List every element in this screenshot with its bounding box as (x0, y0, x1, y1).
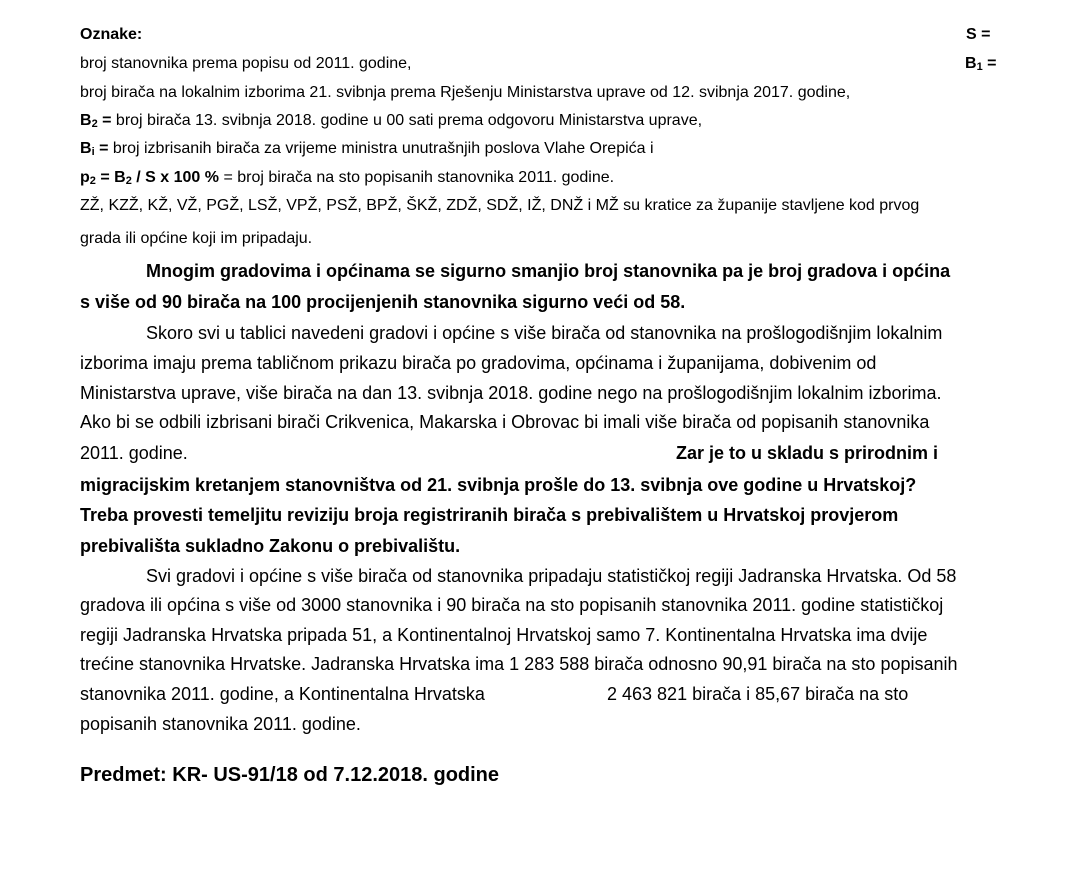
legend-abbreviations-1: ZŽ, KZŽ, KŽ, VŽ, PGŽ, LSŽ, VPŽ, PSŽ, BPŽ, ŠKŽ, ZDŽ, SDŽ, IŽ, DNŽ i MŽ su kratice za županije stavljene kod prvog (80, 197, 920, 214)
legend-abbreviations-2: grada ili općine koji im pripadaju. (80, 230, 313, 247)
paragraph-2-line-7: Treba provesti temeljitu reviziju broja registriranih birača s prebivalištem u Hrvatskoj provjerom (80, 505, 899, 525)
paragraph-2-line-5a: 2011. godine. (80, 443, 188, 463)
paragraph-3-line-2: gradova ili općina s više od 3000 stanovnika i 90 birača na sto popisanih stanovnika 2011. godine statističkoj (80, 595, 944, 615)
b1-label: B1 = (965, 55, 997, 73)
paragraph-3-line-5a: stanovnika 2011. godine, a Kontinentalna Hrvatska (80, 684, 485, 704)
legend-title: Oznake: (80, 26, 143, 43)
legend-population: broj stanovnika prema popisu od 2011. godine, (80, 55, 412, 72)
subject-heading: Predmet: KR- US-91/18 od 7.12.2018. godine (80, 764, 500, 786)
paragraph-2-line-8: prebivališta sukladno Zakonu o prebivalištu. (80, 536, 461, 556)
b2-label: B2 = (80, 112, 112, 130)
paragraph-2-line-3: Ministarstva uprave, više birača na dan 13. svibnja 2018. godine nego na prošlogodišnjim lokalnim izborima. (80, 383, 942, 403)
paragraph-2-line-1: Skoro svi u tablici navedeni gradovi i općine s više birača od stanovnika na prošlogodišnjim lokalnim (146, 323, 943, 343)
legend-b2: B2 = broj birača 13. svibnja 2018. godine u 00 sati prema odgovoru Ministarstva uprave, (80, 112, 703, 130)
paragraph-3-line-3: regiji Jadranska Hrvatska pripada 51, a Kontinentalnoj Hrvatskoj samo 7. Kontinentalna Hrvatska ima dvije (80, 625, 928, 645)
paragraph-2-line-5b: Zar je to u skladu s prirodnim i (676, 443, 939, 463)
paragraph-3-line-1: Svi gradovi i općine s više birača od stanovnika pripadaju statističkoj regiji Jadranska Hrvatska. Od 58 (146, 566, 957, 586)
paragraph-3-line-5b: 2 463 821 birača i 85,67 birača na sto (607, 684, 909, 704)
paragraph-2-line-2: izborima imaju prema tabličnom prikazu birača po gradovima, općinama i županijama, dobivenim od (80, 353, 877, 373)
legend-bi: Bi = broj izbrisanih birača za vrijeme ministra unutrašnjih poslova Vlahe Orepića i (80, 140, 654, 158)
paragraph-2-line-6: migracijskim kretanjem stanovništva od 21. svibnja prošle do 13. svibnja ove godine u Hrvatskoj? (80, 475, 917, 495)
paragraph-1-line-2: s više od 90 birača na 100 procijenjenih stanovnika sigurno veći od 58. (80, 292, 686, 312)
paragraph-1-line-1: Mnogim gradovima i općinama se sigurno smanjio broj stanovnika pa je broj gradova i općina (146, 261, 951, 281)
paragraph-2-line-4: Ako bi se odbili izbrisani birači Crikvenica, Makarska i Obrovac bi imali više birača od popisanih stanovnika (80, 412, 930, 432)
paragraph-3-line-6: popisanih stanovnika 2011. godine. (80, 714, 361, 734)
legend-p2: p2 = B2 / S x 100 % = broj birača na sto popisanih stanovnika 2011. godine. (80, 169, 615, 187)
legend-b1-description: broj birača na lokalnim izborima 21. svibnja prema Rješenju Ministarstva uprave od 12. svibnja 2017. godine, (80, 84, 851, 101)
p2-formula: p2 = B2 / S x 100 % (80, 169, 219, 187)
s-label: S = (966, 26, 991, 43)
bi-label: Bi = (80, 140, 109, 158)
paragraph-3-line-4: trećine stanovnika Hrvatske. Jadranska Hrvatska ima 1 283 588 birača odnosno 90,91 birača na sto popisanih (80, 654, 958, 674)
